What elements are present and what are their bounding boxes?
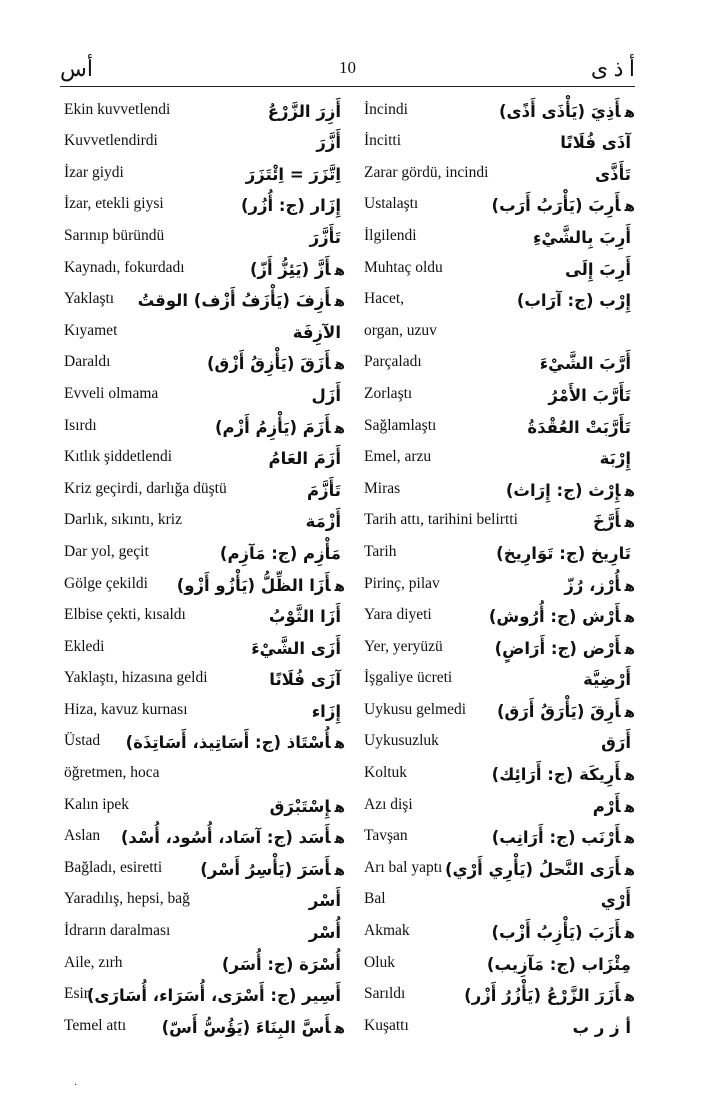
arabic-word: أَرَّخَ — [593, 512, 621, 532]
arabic-headword — [250, 260, 345, 279]
dictionary-entry — [60, 534, 345, 566]
entry-marker: ه — [334, 1018, 345, 1037]
arabic-word: أَرْش (ج: أُرُوش) — [488, 607, 621, 627]
turkish-meaning: Uykusu gelmedi — [364, 700, 467, 718]
turkish-meaning: Isırdı — [64, 416, 97, 434]
turkish-meaning: Parçaladı — [364, 353, 422, 371]
turkish-meaning: Ekledi — [64, 637, 105, 655]
dictionary-entry — [60, 945, 345, 977]
turkish-meaning: İncitti — [364, 132, 402, 150]
dictionary-entry — [360, 534, 635, 566]
arabic-headword — [269, 607, 345, 626]
dictionary-entry — [60, 755, 345, 787]
dictionary-entry — [60, 124, 345, 156]
turkish-meaning: Ekin kuvvetlendi — [64, 100, 171, 118]
turkish-meaning: Tavşan — [364, 827, 408, 845]
arabic-word: أَذِيَ (يَأْذَى أَذًى) — [499, 101, 621, 121]
arabic-headword — [527, 418, 635, 437]
turkish-meaning: Uykusuzluk — [364, 732, 439, 750]
entry-marker: ه — [334, 576, 345, 595]
arabic-headword — [601, 733, 635, 752]
dictionary-entry — [360, 1008, 635, 1040]
arabic-headword — [309, 891, 345, 910]
dictionary-entry — [360, 155, 635, 187]
turkish-meaning: Temel attı — [64, 1016, 127, 1034]
arabic-word: أَزَرَ الزَّرْعُ (يَأْزُرُ أَزْر) — [464, 986, 621, 1006]
turkish-meaning: İşgaliye ücreti — [364, 669, 453, 687]
arabic-word: أَزَل — [311, 385, 341, 405]
arabic-headword — [497, 702, 635, 721]
turkish-meaning: Elbise çekti, kısaldı — [64, 606, 186, 624]
turkish-meaning: İncindi — [364, 100, 408, 118]
dictionary-entry — [60, 376, 345, 408]
dictionary-entry — [360, 345, 635, 377]
entry-marker: ه — [334, 260, 345, 279]
dictionary-entry — [60, 250, 345, 282]
entry-marker: ه — [624, 766, 635, 785]
arabic-word: آذَى فُلَانًا — [560, 133, 631, 153]
entry-marker: ه — [334, 829, 345, 848]
turkish-meaning: İzar, etekli giysi — [64, 195, 164, 213]
turkish-meaning: Evveli olmama — [64, 384, 159, 402]
dictionary-entry — [360, 566, 635, 598]
dictionary-entry — [60, 850, 345, 882]
arabic-word: تَأَرَّبَتْ العُقْدَةُ — [527, 417, 631, 437]
turkish-meaning: Kuşattı — [364, 1016, 409, 1034]
turkish-meaning: Koltuk — [364, 764, 408, 782]
entry-marker: ه — [624, 608, 635, 627]
dictionary-entry — [60, 92, 345, 124]
arabic-word: تَأَذَّى — [595, 164, 631, 184]
dictionary-entry — [60, 218, 345, 250]
turkish-meaning: Muhtaç oldu — [364, 258, 443, 276]
turkish-meaning: Yara diyeti — [364, 606, 432, 624]
entry-marker: ه — [624, 860, 635, 879]
dictionary-entry — [60, 819, 345, 851]
arabic-word: أَزَى الشَّيْءَ — [251, 638, 341, 658]
turkish-meaning: Kriz geçirdi, darlığa düştü — [64, 479, 227, 497]
entry-marker: ه — [624, 576, 635, 595]
turkish-meaning: Oluk — [364, 953, 395, 971]
arabic-headword — [215, 418, 345, 437]
turkish-meaning: Bağladı, esiretti — [64, 858, 163, 876]
arabic-headword — [560, 133, 635, 152]
arabic-word: أَزِرَ الزَّرْعُ — [267, 101, 341, 121]
page-header — [60, 56, 635, 87]
arabic-headword — [307, 481, 345, 500]
dictionary-entry — [360, 440, 635, 472]
arabic-word: أَرْنَب (ج: أَرَانِب) — [491, 828, 621, 848]
arabic-word: أَسَرَ (يَأْسِرُ أَسْر) — [200, 859, 331, 879]
turkish-meaning: Azı dişi — [364, 795, 413, 813]
dictionary-entry — [360, 755, 635, 787]
entry-marker: ه — [624, 513, 635, 532]
entry-marker: ه — [624, 481, 635, 500]
arabic-headword — [87, 986, 345, 1005]
entry-marker: ه — [624, 102, 635, 121]
arabic-word: تَأَزَّرَ — [309, 227, 341, 247]
turkish-meaning: Pirinç, pilav — [364, 574, 440, 592]
arabic-word: أَرِيكَة (ج: أَرَائِك) — [491, 765, 621, 785]
turkish-meaning: Üstad — [64, 732, 101, 750]
arabic-headword — [241, 196, 345, 215]
dictionary-entry — [60, 629, 345, 661]
turkish-meaning: Yaradılış, hepsi, bağ — [64, 890, 190, 908]
right-column — [360, 92, 635, 1040]
dictionary-entry — [360, 724, 635, 756]
arabic-word: تَارِيخ (ج: تَوَارِيخ) — [496, 543, 631, 563]
arabic-word: أَرِقَ (يَأْرَقُ أَرَق) — [497, 701, 621, 721]
arabic-headword — [220, 544, 345, 563]
turkish-meaning: Zarar gördü, incindi — [364, 163, 489, 181]
arabic-headword — [631, 323, 635, 342]
arabic-word: إِسْتَبْرَق — [269, 796, 331, 816]
arabic-headword — [269, 449, 345, 468]
dictionary-entry — [60, 692, 345, 724]
arabic-headword — [489, 607, 635, 626]
arabic-word: إِرْث (ج: إِرَاث) — [505, 480, 621, 500]
entry-marker: ه — [624, 829, 635, 848]
arabic-headword — [593, 797, 635, 816]
dictionary-entry — [360, 977, 635, 1009]
arabic-headword — [177, 576, 345, 595]
turkish-meaning: İzar giydi — [64, 163, 124, 181]
arabic-headword — [269, 670, 345, 689]
turkish-meaning: Dar yol, geçit — [64, 542, 149, 560]
arabic-word: أَرْي — [600, 891, 631, 911]
arabic-headword — [565, 260, 635, 279]
dictionary-entry — [60, 471, 345, 503]
turkish-meaning: Yer, yeryüzü — [364, 637, 443, 655]
arabic-word: أُسْرَة (ج: أُسَر) — [221, 954, 341, 974]
arabic-headword — [548, 386, 635, 405]
page-number: 10 — [339, 58, 356, 77]
dictionary-entry — [360, 471, 635, 503]
arabic-word: أَزَقَ (يَأْزِقُ أَزْق) — [207, 354, 331, 374]
turkish-meaning: Aile, zırh — [64, 953, 123, 971]
arabic-headword — [445, 860, 635, 879]
arabic-headword — [316, 133, 345, 152]
arabic-word: تَأَرَّبَ الأَمْرُ — [548, 385, 631, 405]
dictionary-entry — [360, 850, 635, 882]
arabic-word: الآزِفَة — [292, 322, 341, 342]
arabic-word: أَسَّ البِنَاءَ (يَؤُسُّ أَسّ) — [161, 1017, 331, 1037]
dictionary-entry — [60, 661, 345, 693]
dictionary-entry — [60, 977, 345, 1009]
entry-marker: ه — [624, 797, 635, 816]
arabic-headword — [601, 891, 635, 910]
arabic-word: إِرْبَة — [599, 449, 631, 469]
turkish-meaning: Kalın ipek — [64, 795, 129, 813]
dictionary-entry — [60, 566, 345, 598]
arabic-headword — [126, 733, 345, 752]
dictionary-entry — [60, 345, 345, 377]
turkish-meaning: Yaklaştı — [64, 290, 115, 308]
arabic-word: تَأَزَّمَ — [307, 480, 341, 500]
dictionary-entry — [360, 629, 635, 661]
turkish-meaning: Sarınıp büründü — [64, 226, 165, 244]
entry-marker: ه — [624, 924, 635, 943]
dictionary-entry — [360, 218, 635, 250]
turkish-meaning: Aslan — [64, 827, 101, 845]
arabic-headword — [573, 1018, 635, 1037]
arabic-headword — [492, 828, 635, 847]
dictionary-entry — [360, 598, 635, 630]
arabic-headword — [499, 102, 635, 121]
arabic-word: أَرَى النَّحلُ (يَأْرِي أَرْي) — [444, 859, 621, 879]
entry-marker: ه — [334, 355, 345, 374]
dictionary-entry — [60, 724, 345, 756]
turkish-meaning: Sarıldı — [364, 985, 406, 1003]
arabic-headword — [533, 228, 635, 247]
arabic-headword — [200, 860, 345, 879]
arabic-headword — [593, 512, 635, 531]
arabic-word: أَزْمَة — [305, 512, 341, 532]
arabic-word: أَرَّبَ الشَّيْءَ — [539, 354, 631, 374]
arabic-word: آزَى فُلَانًا — [269, 670, 341, 690]
dictionary-entry — [360, 661, 635, 693]
dictionary-entry — [60, 282, 345, 314]
arabic-word: أَزَا الظِّلُّ (يَأْزُو أَزْو) — [176, 575, 331, 595]
turkish-meaning: Emel, arzu — [364, 448, 432, 466]
dictionary-entry — [360, 282, 635, 314]
arabic-word: أ ز ر ب — [572, 1017, 631, 1037]
turkish-meaning: İdrarın daralması — [64, 922, 171, 940]
turkish-meaning: öğretmen, hoca — [64, 764, 160, 782]
dictionary-entry — [60, 313, 345, 345]
dictionary-entry — [360, 408, 635, 440]
arabic-headword — [564, 576, 635, 595]
arabic-headword — [162, 1018, 345, 1037]
dictionary-entry — [60, 598, 345, 630]
turkish-meaning: Sağlamlaştı — [364, 416, 437, 434]
bottom-mark: · — [74, 1080, 78, 1091]
turkish-meaning: Hacet, — [364, 290, 405, 308]
arabic-headword — [207, 354, 345, 373]
turkish-meaning: Gölge çekildi — [64, 574, 148, 592]
turkish-meaning: Zorlaştı — [364, 384, 413, 402]
entry-marker: ه — [624, 197, 635, 216]
arabic-headword — [495, 639, 635, 658]
arabic-headword — [595, 165, 635, 184]
arabic-word: أَسِير (ج: أَسْرَى، أُسَرَاء، أُسَارَى) — [86, 986, 341, 1006]
arabic-headword — [506, 481, 635, 500]
dictionary-entry — [360, 787, 635, 819]
dictionary-entry — [360, 692, 635, 724]
arabic-headword — [310, 228, 345, 247]
dictionary-entry — [60, 155, 345, 187]
arabic-headword — [492, 923, 635, 942]
arabic-headword — [517, 291, 635, 310]
dictionary-entry — [360, 124, 635, 156]
arabic-word: أَرْض (ج: أَرَاضٍ) — [494, 638, 621, 658]
arabic-word: أَسْر — [308, 891, 341, 911]
dictionary-entry — [360, 882, 635, 914]
arabic-headword — [312, 386, 345, 405]
entry-marker: ه — [334, 860, 345, 879]
dictionary-entry — [360, 503, 635, 535]
dictionary-entry — [360, 250, 635, 282]
arabic-headword — [600, 449, 635, 468]
arabic-headword — [222, 955, 345, 974]
arabic-headword — [540, 354, 635, 373]
dictionary-entry — [60, 187, 345, 219]
arabic-word: مِئْزَاب (ج: مَآزِيب) — [486, 954, 631, 974]
turkish-meaning: Kaynadı, fokurdadı — [64, 258, 185, 276]
arabic-headword — [306, 512, 345, 531]
dictionary-entry — [360, 819, 635, 851]
turkish-meaning: Bal — [364, 890, 386, 908]
turkish-meaning: Kıyamet — [64, 321, 118, 339]
turkish-meaning: Arı bal yaptı — [364, 858, 443, 876]
arabic-headword — [121, 828, 345, 847]
arabic-word: مَأْزِم (ج: مَآزِم) — [219, 543, 341, 563]
arabic-word: إِرْب (ج: آرَاب) — [516, 291, 631, 311]
turkish-meaning: Darlık, sıkıntı, kriz — [64, 511, 182, 529]
arabic-headword — [464, 986, 635, 1005]
arabic-headword — [270, 797, 345, 816]
arabic-headword — [309, 923, 345, 942]
arabic-headword — [492, 196, 635, 215]
turkish-meaning: Yaklaştı, hizasına geldi — [64, 669, 208, 687]
arabic-word: أَرْم — [592, 796, 621, 816]
header-left-root: أس — [60, 56, 93, 81]
arabic-word: أَزَّرَ — [316, 133, 341, 153]
entry-marker: ه — [334, 292, 345, 311]
entry-marker: ه — [624, 639, 635, 658]
turkish-meaning: Miras — [364, 479, 401, 497]
arabic-headword — [341, 765, 345, 784]
dictionary-entry — [60, 882, 345, 914]
arabic-word: إِزَاء — [311, 701, 341, 721]
dictionary-entry — [360, 187, 635, 219]
arabic-headword — [251, 639, 345, 658]
turkish-meaning: organ, uzuv — [364, 321, 437, 339]
dictionary-entry — [60, 408, 345, 440]
dictionary-entry — [360, 913, 635, 945]
arabic-word: أَرِبَ بِالشَّيْءِ — [533, 227, 631, 247]
arabic-word: أَزَبَ (يَأْزِبُ أَزْب) — [491, 923, 621, 943]
arabic-word: أَرِبَ إِلَى — [564, 259, 631, 279]
entry-marker: ه — [624, 702, 635, 721]
turkish-meaning: Kıtlık şiddetlendi — [64, 448, 173, 466]
arabic-headword — [496, 544, 635, 563]
arabic-headword — [246, 165, 345, 184]
arabic-headword — [312, 702, 345, 721]
left-column — [60, 92, 345, 1040]
arabic-word: أُرْز، رُزّ — [564, 575, 621, 595]
arabic-word: أَزِفَ (يَأْزَفُ أَزْف) الوقتُ — [137, 291, 331, 311]
arabic-headword — [583, 670, 635, 689]
turkish-meaning: Tarih attı, tarihini belirtti — [364, 511, 518, 529]
arabic-word: أَزَا الثَّوْبُ — [268, 607, 341, 627]
arabic-headword — [487, 955, 635, 974]
dictionary-entry — [60, 440, 345, 472]
arabic-word: أَزَّ (يَئِزُّ أَزّ) — [249, 259, 331, 279]
dictionary-entry — [360, 313, 635, 345]
arabic-word: أَرِبَ (يَأْرَبُ أَرَب) — [491, 196, 621, 216]
entry-marker: ه — [334, 418, 345, 437]
arabic-word: أُسْتَاذ (ج: أَسَاتِيذ، أَسَاتِذَة) — [125, 733, 331, 753]
turkish-meaning: Daraldı — [64, 353, 111, 371]
turkish-meaning: Esir — [64, 985, 89, 1003]
dictionary-entry — [360, 92, 635, 124]
header-right-root: أ ذ ى — [590, 56, 635, 81]
arabic-headword — [492, 765, 635, 784]
dictionary-entry — [60, 913, 345, 945]
entry-marker: ه — [334, 734, 345, 753]
arabic-headword — [268, 102, 345, 121]
turkish-meaning: İlgilendi — [364, 226, 417, 244]
entry-marker: ه — [624, 987, 635, 1006]
entry-marker: ه — [334, 797, 345, 816]
turkish-meaning: Tarih — [364, 542, 397, 560]
arabic-word: أَزَمَ العَامُ — [268, 449, 341, 469]
arabic-word: أُسْر — [308, 923, 341, 943]
turkish-meaning: Hiza, kavuz kurnası — [64, 700, 188, 718]
dictionary-entry — [360, 945, 635, 977]
arabic-word: أَزَمَ (يَأْزِمُ أَزْم) — [215, 417, 331, 437]
arabic-word: اِتَّزَرَ = اِئْتَزَرَ — [245, 164, 341, 184]
arabic-headword — [293, 323, 345, 342]
dictionary-entry — [60, 787, 345, 819]
arabic-word: أَسَد (ج: آسَاد، أُسُود، أُسْد) — [120, 828, 331, 848]
arabic-word: إِزَار (ج: أُزُر) — [240, 196, 341, 216]
arabic-word: أَرْضِيَّة — [583, 670, 631, 690]
arabic-headword — [138, 291, 345, 310]
turkish-meaning: Kuvvetlendirdi — [64, 132, 158, 150]
arabic-word: أَرَق — [601, 733, 631, 753]
dictionary-entry — [360, 376, 635, 408]
turkish-meaning: Ustalaştı — [364, 195, 419, 213]
dictionary-entry — [60, 1008, 345, 1040]
turkish-meaning: Akmak — [364, 922, 410, 940]
dictionary-entry — [60, 503, 345, 535]
